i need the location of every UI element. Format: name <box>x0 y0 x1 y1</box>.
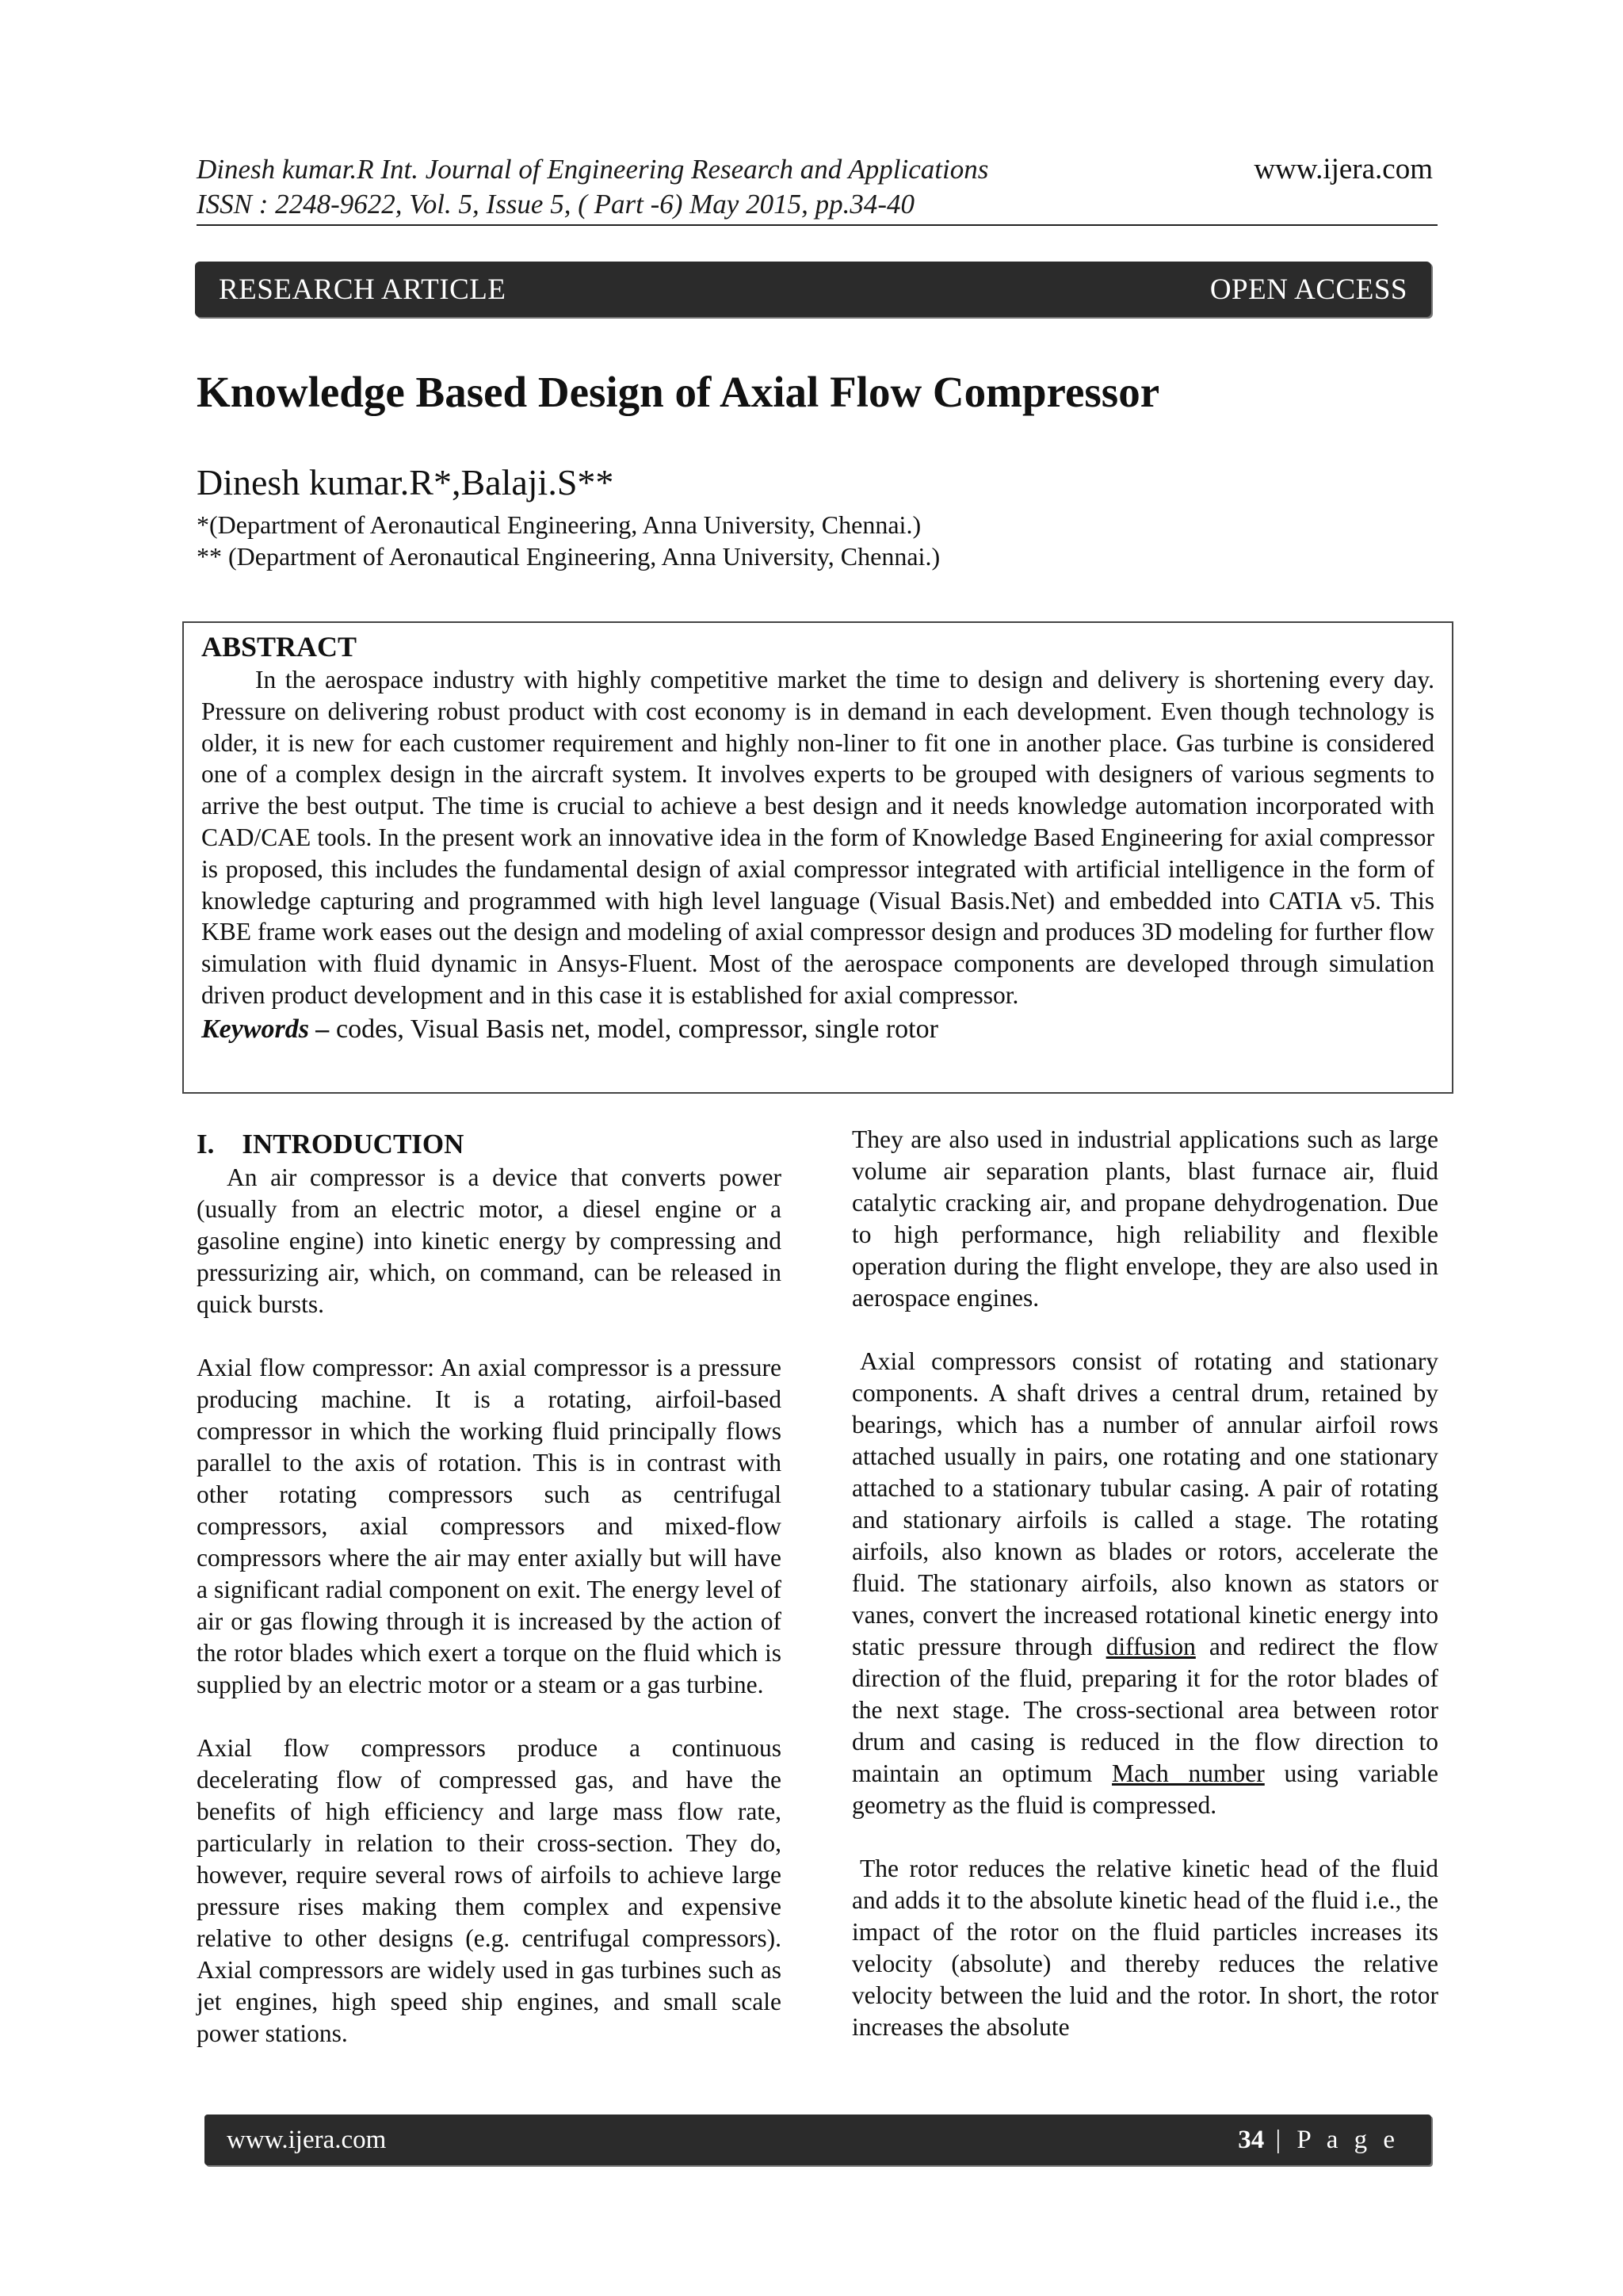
issn-line: ISSN : 2248-9622, Vol. 5, Issue 5, ( Part -6) May 2015, pp.34-40 <box>197 189 915 220</box>
journal-line: Dinesh kumar.R Int. Journal of Engineering Research and Applications <box>197 154 989 185</box>
journal-url[interactable]: www.ijera.com <box>1254 153 1433 185</box>
affiliation-1: *(Department of Aeronautical Engineering, Anna University, Chennai.) <box>197 510 922 539</box>
abstract-text: In the aerospace industry with highly competitive market the time to design and delivery is shortening every day. Pressure on delivering robust product with cost economy is in demand in each development. Even though technology is older, it is new for each customer requirement and highly non-liner to fit one in another place. Gas turbine is considered one of a complex design in the aircraft system. It involves experts to be grouped with designers of various segments to arrive the best output. The time is crucial to achieve a best design and it needs knowledge automation incorporated with CAD/CAE tools. In the present work an innovative idea in the form of Knowledge Based Engineering for axial compressor is proposed, this includes the fundamental design of axial compressor integrated with artificial intelligence in the form of knowledge capturing and programmed with high level language (Visual Basis.Net) and embedded into CATIA v5. This KBE frame work eases out the design and modeling of axial compressor design and produces 3D modeling for further flow simulation with fluid dynamic in Ansys-Fluent. Most of the aerospace components are developed through simulation driven product development and in this case it is established for axial compressor. <box>201 666 1434 1009</box>
authors: Dinesh kumar.R*,Balaji.S** <box>197 462 614 502</box>
mach-number-link[interactable]: Mach number <box>1112 1759 1265 1787</box>
paper-title: Knowledge Based Design of Axial Flow Compressor <box>197 368 1160 416</box>
right-paragraph-2-part-1: Axial compressors consist of rotating and stationary components. A shaft drives a central drum, retained by bearings, which has a number of annular airfoil rows attached usually in pairs, one rotating and one stationary attached to a stationary tubular casing. A pair of rotating and stationary airfoils is called a stage. The rotating airfoils, also known as blades or rotors, accelerate the fluid. The stationary airfoils, also known as stators or vanes, convert the increased rotational kinetic energy into static pressure through <box>852 1347 1438 1660</box>
affiliation-2: ** (Department of Aeronautical Engineering, Anna University, Chennai.) <box>197 542 941 571</box>
right-paragraph-3: The rotor reduces the relative kinetic head of the fluid and adds it to the absolute kinetic head of the fluid i.e., the impact of the rotor on the fluid particles increases its velocity (absolute) and thereby reduces the relative velocity between the luid and the rotor. In short, the rotor increases the absolute <box>852 1855 1438 2041</box>
intro-paragraph-1: An air compressor is a device that converts power (usually from an electric motor, a diesel engine or a gasoline engine) into kinetic energy by compressing and pressurizing air, which, on command, can be released in quick bursts. <box>197 1163 781 1318</box>
page-number: 34 <box>1238 2125 1265 2154</box>
footer-url[interactable]: www.ijera.com <box>227 2125 387 2154</box>
open-access-label: OPEN ACCESS <box>1209 273 1407 306</box>
abstract-box <box>182 621 1453 1094</box>
keywords-text: codes, Visual Basis net, model, compressor, single rotor <box>329 1014 938 1044</box>
page-footer <box>204 2115 1431 2165</box>
page-number-label <box>1238 2126 1400 2155</box>
article-type-banner <box>195 262 1431 317</box>
diffusion-link[interactable]: diffusion <box>1106 1633 1196 1660</box>
page-label: | P a g e <box>1264 2125 1400 2154</box>
keywords-line <box>201 1013 1434 1046</box>
intro-paragraph-3: Axial flow compressors produce a continuous decelerating flow of compressed gas, and have the benefits of high efficiency and large mass flow rate, particularly in relation to their cross-section. They do, however, require several rows of airfoils to achieve large pressure rises making them complex and expensive relative to other designs (e.g. centrifugal compressors). Axial compressors are widely used in gas turbines such as jet engines, high speed ship engines, and small scale power stations. <box>197 1734 781 2047</box>
right-paragraph-1: They are also used in industrial applications such as large volume air separation plants, blast furnace air, fluid catalytic cracking air, and propane dehydrogenation. Due to high performance, high reliability and flexible operation during the flight envelope, they are also used in aerospace engines. <box>852 1125 1438 1312</box>
abstract-heading: ABSTRACT <box>201 631 357 663</box>
right-column <box>852 1124 1438 2043</box>
right-paragraph-2-part-2: and redirect the flow direction of the fluid, preparing it for the rotor blades of the next stage. The cross-sectional area between rotor drum and casing is reduced in the flow direction to maintain an optimum <box>852 1633 1438 1787</box>
header-divider <box>197 224 1438 226</box>
keywords-label: Keywords – <box>201 1014 330 1044</box>
right-paragraph-2 <box>852 1346 1438 1821</box>
research-article-label: RESEARCH ARTICLE <box>219 273 506 306</box>
left-column <box>197 1127 781 2050</box>
journal-header <box>197 152 988 222</box>
intro-paragraph-2: Axial flow compressor: An axial compressor is a pressure producing machine. It is a rotating, airfoil-based compressor in which the working fluid principally flows parallel to the axis of rotation. This is in contrast with other rotating compressors such as centrifugal compressors, axial compressors and mixed-flow compressors where the air may enter axially but will have a significant radial component on exit. The energy level of air or gas flowing through it is increased by the action of the rotor blades which exert a torque on the fluid which is supplied by an electric motor or a steam or a gas turbine. <box>197 1354 781 1698</box>
right-paragraph-2-part-3: using variable geometry as the fluid is compressed. <box>852 1759 1438 1819</box>
section-heading-introduction: I. INTRODUCTION <box>197 1129 464 1159</box>
